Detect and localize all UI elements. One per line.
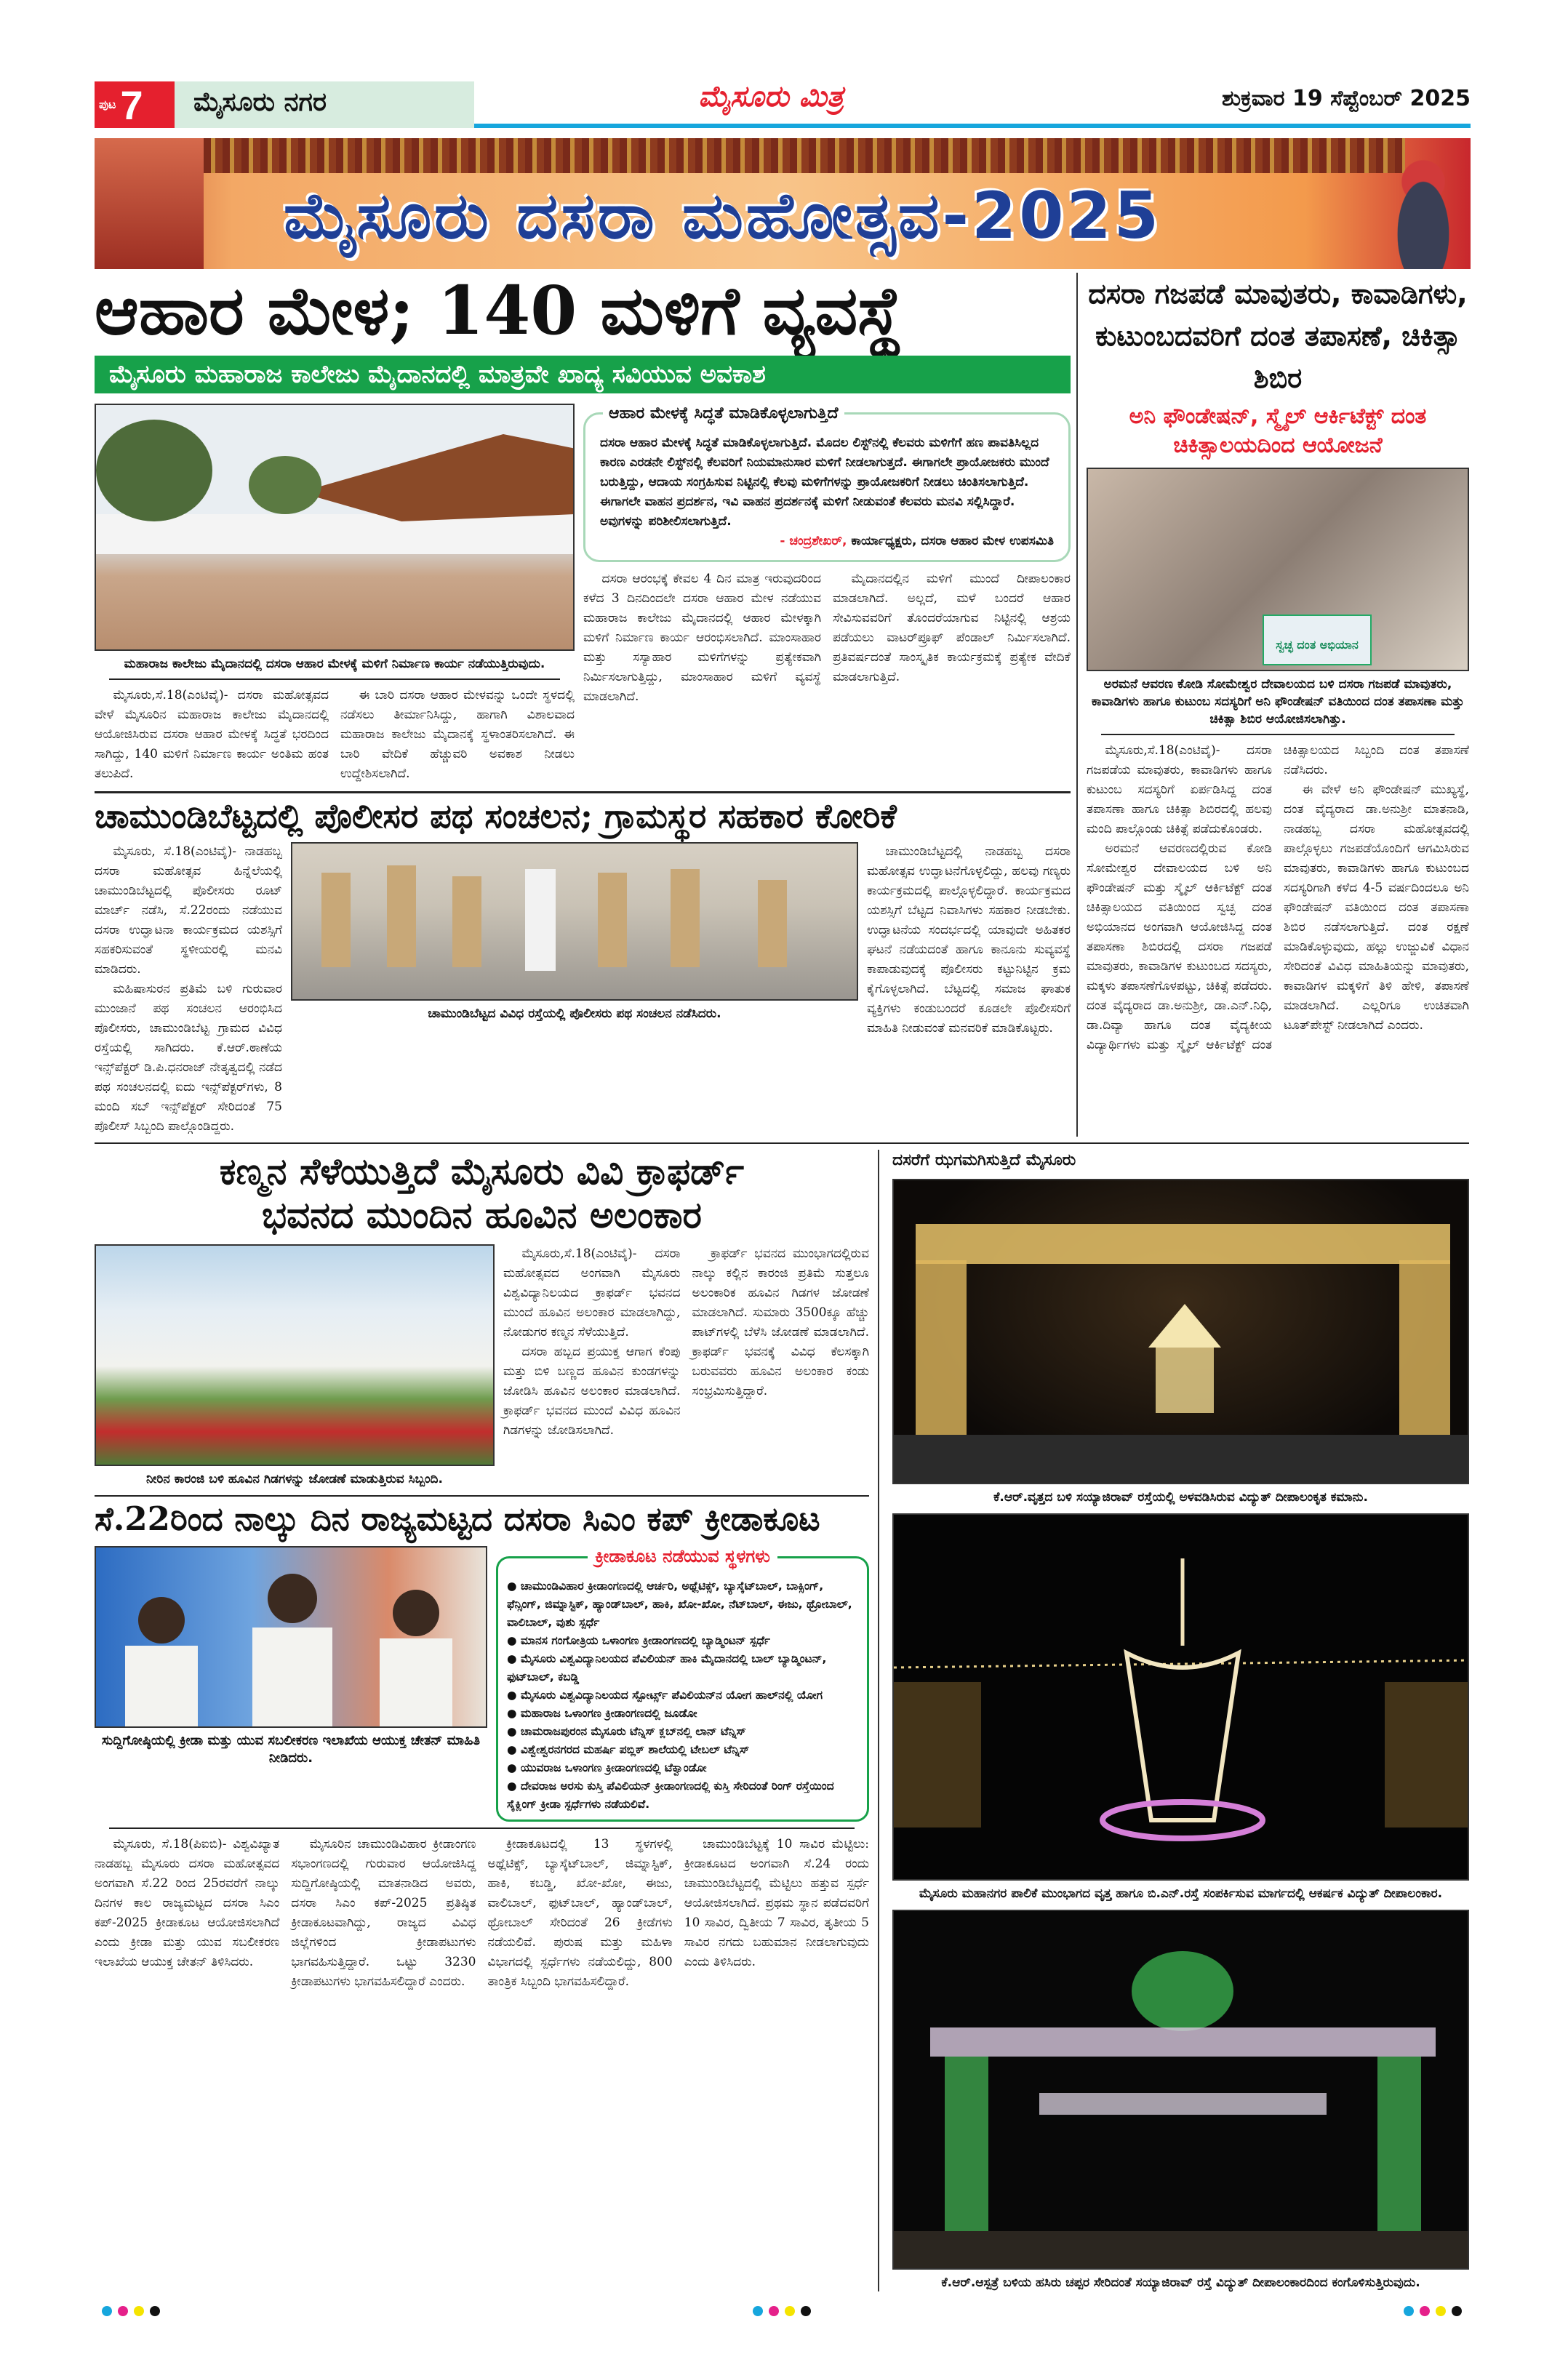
divider [1101,734,1455,735]
food-fair-headline: ಆಹಾರ ಮೇಳ; 140 ಮಳಿಗೆ ವ್ಯವಸ್ಥೆ [95,271,903,350]
lights-caption-2: ಮೈಸೂರು ಮಹಾನಗರ ಪಾಲಿಕೆ ಮುಂಭಾಗದ ವೃತ್ತ ಹಾಗೂ ಬಿ.ಎನ್.ರಸ್ತೆ ಸಂಪರ್ಕಿಸುವ ಮಾರ್ಗದಲ್ಲಿ ಆಕರ್ಷಕ ವಿದ್ಯುತ್ ದೀಪಾಲಂಕಾರ. [919,1886,1443,1901]
paragraph: ಮೈಸೂರು, ಸೆ.18(ಎಂಟಿವೈ)- ನಾಡಹಬ್ಬ ದಸರಾ ಮಹೋತ್ಸವ ಹಿನ್ನೆಲೆಯಲ್ಲಿ ಚಾಮುಂಡಿಬೆಟ್ಟದಲ್ಲಿ ಪೊಲೀಸರು ರೂಟ್ ಮಾರ್ಚ್ ನಡೆಸಿ, ಸೆ.22ರಂದು ನಡೆಯುವ ದಸರಾ ಉದ್ಘಾಟನಾ ಕಾರ್ಯಕ್ರಮದ ಯಶಸ್ಸಿಗೆ ಸಹಕರಿಸುವಂತೆ ಸ್ಥಳೀಯರಲ್ಲಿ ಮನವಿ ಮಾಡಿದರು. [95,844,282,977]
crawford-hall-photo [95,1244,495,1466]
press-meet-block [95,1546,487,1767]
route-march-article [95,842,1071,1137]
food-fair-right [583,404,1071,707]
venues-title-text: ಕ್ರೀಡಾಕೂಟ ನಡೆಯುವ ಸ್ಥಳಗಳು [588,1546,777,1566]
palace-illustration [95,138,204,269]
food-fair-body-left [95,686,575,784]
route-march-body-left [95,842,282,1137]
food-fair-quote-box [583,404,1071,562]
route-march-photo-block [291,842,858,1022]
crawford-article [95,1244,869,1488]
upper-left-column [95,273,1076,1137]
paragraph: ಮೈಸೂರು, ಸೆ.18(ಪಿಐಬಿ)- ವಿಶ್ವವಿಖ್ಯಾತ ನಾಡಹಬ್ಬ ಮೈಸೂರು ದಸರಾ ಮಹೋತ್ಸವದ ಅಂಗವಾಗಿ ಸೆ.22 ರಿಂದ 25ರವರೆಗೆ ನಾಲ್ಕು ದಿನಗಳ ಕಾಲ ರಾಜ್ಯಮಟ್ಟದ ದಸರಾ ಸಿಎಂ ಕಪ್-2025 ಕ್ರೀಡಾಕೂಟ ಆಯೋಜಿಸಲಾಗಿದೆ ಎಂದು ಕ್ರೀಡಾ ಮತ್ತು ಯುವ ಸಬಲೀಕರಣ ಇಲಾಖೆಯ ಆಯುಕ್ತ ಚೇತನ್ ತಿಳಿಸಿದರು. [95,1836,280,1969]
illuminated-gateway-illustration [894,1911,1469,2270]
quote-role: ಕಾರ್ಯಾಧ್ಯಕ್ಷರು, ದಸರಾ ಆಹಾರ ಮೇಳ ಉಪಸಮಿತಿ [851,533,1054,548]
food-fair-body-right [583,569,1071,707]
quote-author: - ಚಂದ್ರಶೇಖರ್, [780,533,847,548]
registration-marks-left [102,2306,160,2316]
crawford-headline-line1: ಕಣ್ಮನ ಸೆಳೆಯುತ್ತಿದೆ ಮೈಸೂರು ವಿವಿ ಕ್ರಾಫರ್ಡ್ [219,1149,745,1193]
food-fair-left [95,404,575,784]
lights-caption-1: ಕೆ.ಆರ್.ವೃತ್ತದ ಬಳಿ ಸಯ್ಯಾಜಿರಾವ್ ರಸ್ತೆಯಲ್ಲಿ ಅಳವಡಿಸಿರುವ ವಿದ್ಯುತ್ ದೀಪಾಲಂಕೃತ ಕಮಾನು. [993,1489,1368,1505]
police-march-illustration [292,844,858,1001]
paragraph: ಮೈಸೂರು,ಸೆ.18(ಎಂಟಿವೈ)- ದಸರಾ ಗಜಪಡೆಯ ಮಾವುತರು, ಕಾವಾಡಿಗಳು ಹಾಗೂ ಕುಟುಂಬ ಸದಸ್ಯರಿಗೆ ಏರ್ಪಡಿಸಿದ್ದ ದಂತ ತಪಾಸಣಾ ಹಾಗೂ ಚಿಕಿತ್ಸಾ ಶಿಬಿರದಲ್ಲಿ ಹಲವು ಮಂದಿ ಪಾಲ್ಗೊಂಡು ಚಿಕಿತ್ಸೆ ಪಡೆದುಕೊಂಡರು. [1087,743,1272,836]
registration-marks [95,2291,1469,2323]
divider [95,1495,869,1497]
page-label: ಪುಟ [99,97,116,111]
paragraph: ಈ ವೇಳೆ ಅನಿ ಫೌಂಡೇಷನ್ ಮುಖ್ಯಸ್ಥೆ, ದಂತ ವೈದ್ಯರಾದ ಡಾ.ಅನುಶ್ರೀ ಮಾತನಾಡಿ, ನಾಡಹಬ್ಬ ದಸರಾ ಮಹೋತ್ಸವದಲ್ಲಿ ಪಾಲ್ಗೊಳ್ಳಲು ಗಜಪಡೆಯೊಂದಿಗೆ ಆಗಮಿಸಿರುವ ಮಾವುತರು, ಕಾವಾಡಿಗಳು ಹಾಗೂ ಕುಟುಂಬದ ಸದಸ್ಯರಿಗಾಗಿ ಕಳೆದ 4-5 ವರ್ಷದಿಂದಲೂ ಅನಿ ಫೌಂಡೇಷನ್ ವತಿಯಿಂದ ದಂತ ತಪಾಸಣಾ ಶಿಬಿರ ನಡೆಸಲಾಗುತ್ತಿದೆ. ದಂತ ರಕ್ಷಣೆ ಮಾಡಿಕೊಳ್ಳುವುದು, ಹಲ್ಲು ಉಜ್ಜುವಿಕೆ ವಿಧಾನ ಸೇರಿದಂತೆ ವಿವಿಧ ಮಾಹಿತಿಯನ್ನು ಮಾವುತರು, ಕಾವಾಡಿಗಳ ಮಕ್ಕಳಿಗೆ ತಿಳಿ ಹೇಳಿ, ತಪಾಸಣೆ ಮಾಡಲಾಗಿದೆ. ಎಲ್ಲರಿಗೂ ಉಚಿತವಾಗಿ ಟೂತ್‌ಪೇಸ್ಟ್ ನೀಡಲಾಗಿದೆ ಎಂದರು. [1284,782,1469,1033]
venue-item: ● ಮಹಾರಾಜ ಒಳಾಂಗಣ ಕ್ರೀಡಾಂಗಣದಲ್ಲಿ ಜೂಡೋ [507,1705,858,1723]
divider [109,678,560,680]
quote-title-text: ಆಹಾರ ಮೇಳಕ್ಕೆ ಸಿದ್ಧತೆ ಮಾಡಿಕೊಳ್ಳಲಾಗುತ್ತಿದೆ [603,404,844,423]
illuminated-arch-illustration [894,1180,1469,1484]
cm-cup-body [95,1835,869,1992]
divider [95,791,1071,793]
route-march-photo [291,842,858,1001]
venues-list [507,1577,858,1814]
lower-band [95,1144,1469,2291]
venue-item: ● ವಿಶ್ವೇಶ್ವರನಗರದ ಮಹರ್ಷಿ ಪಬ್ಲಿಕ್ ಶಾಲೆಯಲ್ಲಿ ಟೇಬಲ್ ಟೆನ್ನಿಸ್ [507,1741,858,1759]
cm-cup-headline: ಸೆ.22ರಿಂದ ನಾಲ್ಕು ದಿನ ರಾಜ್ಯಮಟ್ಟದ ದಸರಾ ಸಿಎಂ ಕಪ್ ಕ್ರೀಡಾಕೂಟ [95,1499,820,1538]
upper-right-column [1076,273,1469,1137]
dental-camp-subheadline: ಅನಿ ಫೌಂಡೇಷನ್, ಸ್ಮೈಲ್ ಆರ್ಕಿಟೆಕ್ಟ್ ದಂತ ಚಿಕಿತ್ಸಾಲಯದಿಂದ ಆಯೋಜನೆ [1129,404,1427,458]
photo-banner-text: ಸ್ವಚ್ಛ ದಂತ ಅಭಿಯಾನ [1263,614,1372,665]
food-fair-photo-caption: ಮಹಾರಾಜ ಕಾಲೇಜು ಮೈದಾನದಲ್ಲಿ ದಸರಾ ಆಹಾರ ಮೇಳಕ್ಕೆ ಮಳಿಗೆ ನಿರ್ಮಾಣ ಕಾರ್ಯ ನಡೆಯುತ್ತಿರುವುದು. [124,656,545,671]
venue-item: ● ಮಾನಸ ಗಂಗೋತ್ರಿಯ ಒಳಾಂಗಣ ಕ್ರೀಡಾಂಗಣದಲ್ಲಿ ಬ್ಯಾಡ್ಮಿಂಟನ್ ಸ್ಪರ್ಧೆ [507,1632,858,1650]
venue-item: ● ಮೈಸೂರು ವಿಶ್ವವಿದ್ಯಾನಿಲಯದ ಪೆವಿಲಿಯನ್ ಹಾಕಿ ಮೈದಾನದಲ್ಲಿ ಬಾಲ್ ಬ್ಯಾಡ್ಮಿಂಟನ್, ಫುಟ್‌ಬಾಲ್, ಕಬಡ್ಡಿ [507,1650,858,1686]
paragraph: ಚಾಮುಂಡಿಬೆಟ್ಟಕ್ಕೆ 10 ಸಾವಿರ ಮೆಟ್ಟಿಲು: ಕ್ರೀಡಾಕೂಟದ ಅಂಗವಾಗಿ ಸೆ.24 ರಂದು ಚಾಮುಂಡಿಬೆಟ್ಟದಲ್ಲಿ ಮೆಟ್ಟಿಲು ಹತ್ತುವ ಸ್ಪರ್ಧೆ ಆಯೋಜಿಸಲಾಗಿದೆ. ಪ್ರಥಮ ಸ್ಥಾನ ಪಡೆದವರಿಗೆ 10 ಸಾವಿರ, ದ್ವಿತೀಯ 7 ಸಾವಿರ, ತೃತೀಯ 5 ಸಾವಿರ ನಗದು ಬಹುಮಾನ ನೀಡಲಾಗುವುದು ಎಂದು ತಿಳಿಸಿದರು. [684,1836,869,1969]
upper-band [95,273,1469,1144]
dental-camp-photo [1087,468,1469,671]
lower-left-column [95,1150,878,2291]
people-illustration [96,1548,487,1728]
crawford-photo-caption: ನೀರಿನ ಕಾರಂಜಿ ಬಳಿ ಹೂವಿನ ಗಿಡಗಳನ್ನು ಜೋಡಣೆ ಮಾಡುತ್ತಿರುವ ಸಿಬ್ಬಂದಿ. [146,1471,443,1486]
food-fair-photo [95,404,575,651]
registration-marks-right [1404,2306,1462,2316]
paragraph: ಚಾಮುಂಡಿಬೆಟ್ಟದಲ್ಲಿ ನಾಡಹಬ್ಬ ದಸರಾ ಮಹೋತ್ಸವ ಉದ್ಘಾಟನೆಗೊಳ್ಳಲಿದ್ದು, ಹಲವು ಗಣ್ಯರು ಕಾರ್ಯಕ್ರಮದಲ್ಲಿ ಪಾಲ್ಗೊಳ್ಳಲಿದ್ದಾರೆ. ಕಾರ್ಯಕ್ರಮದ ಯಶಸ್ಸಿಗೆ ಬೆಟ್ಟದ ನಿವಾಸಿಗಳು ಸಹಕಾರ ನೀಡಬೇಕು. ಉದ್ಘಾಟನೆಯ ಸಂದರ್ಭದಲ್ಲಿ ಯಾವುದೇ ಅಹಿತಕರ ಘಟನೆ ನಡೆಯದಂತೆ ಹಾಗೂ ಕಾನೂನು ಸುವ್ಯವಸ್ಥೆ ಕಾಪಾಡುವುದಕ್ಕೆ ಪೊಲೀಸರು ಕಟ್ಟುನಿಟ್ಟಿನ ಕ್ರಮ ಕೈಗೊಳ್ಳಲಾಗಿದೆ. ಬೆಟ್ಟದಲ್ಲಿ ಸಮಾಜ ಘಾತುಕ ವ್ಯಕ್ತಿಗಳು ಕಂಡುಬಂದರೆ ಕೂಡಲೇ ಪೊಲೀಸರಿಗೆ ಮಾಹಿತಿ ನೀಡುವಂತೆ ಮನವರಿಕೆ ಮಾಡಿಕೊಟ್ಟರು. [867,844,1071,1036]
quote-body: ದಸರಾ ಆಹಾರ ಮೇಳಕ್ಕೆ ಸಿದ್ಧತೆ ಮಾಡಿಕೊಳ್ಳಲಾಗುತ್ತಿದೆ. ಮೊದಲ ಲಿಸ್ಟ್‌ನಲ್ಲಿ ಕೆಲವರು ಮಳಿಗೆಗೆ ಹಣ ಪಾವತಿಸಿಲ್ಲದ ಕಾರಣ ಎರಡನೇ ಲಿಸ್ಟ್‌ನಲ್ಲಿ ಕೆಲವರಿಗೆ ನಿಯಮಾನುಸಾರ ಮಳಿಗೆ ನೀಡಲಾಗುತ್ತದೆ. ಈಗಾಗಲೇ ಪ್ರಾಯೋಜಕರು ಮುಂದೆ ಬರುತ್ತಿದ್ದು, ಆದಾಯ ಸಂಗ್ರಹಿಸುವ ನಿಟ್ಟಿನಲ್ಲಿ ಕೆಲವು ಮಳಿಗೆಗಳನ್ನು ಪ್ರಾಯೋಜಕರಿಗೆ ನೀಡಲು ಚಿಂತಿಸಲಾಗುತ್ತಿದೆ. ಈಗಾಗಲೇ ವಾಹನ ಪ್ರದರ್ಶನ, ಇವಿ ವಾಹನ ಪ್ರದರ್ಶನಕ್ಕೆ ಮಳಿಗೆ ನೀಡುವಂತೆ ಕೆಲವರು ಮನವಿ ಸಲ್ಲಿಸಿದ್ದಾರೆ. ಅವುಗಳನ್ನು ಪರಿಶೀಲಿಸಲಾಗುತ್ತಿದೆ. [600,435,1049,529]
cm-cup-top [95,1546,869,1822]
page-number: 7 [120,81,143,128]
lights-caption-3: ಕೆ.ಆರ್.ಆಸ್ಪತ್ರೆ ಬಳಿಯ ಹಸಿರು ಚಪ್ಪರ ಸೇರಿದಂತೆ ಸಯ್ಯಾಜಿರಾವ್ ರಸ್ತೆ ವಿದ್ಯುತ್ ದೀಪಾಲಂಕಾರದಿಂದ ಕಂಗೊಳಿಸುತ್ತಿರುವುದು. [941,2275,1420,2290]
banner-ornament-border [204,138,1405,173]
paragraph: ಕ್ರೀಡಾಕೂಟದಲ್ಲಿ 13 ಸ್ಥಳಗಳಲ್ಲಿ ಅಥ್ಲೆಟಿಕ್ಸ್, ಬ್ಯಾಸ್ಕೆಟ್‌ಬಾಲ್, ಜಿಮ್ನಾಸ್ಟಿಕ್, ಹಾಕಿ, ಕಬಡ್ಡಿ, ಖೋ-ಖೋ, ಈಜು, ವಾಲಿಬಾಲ್, ಫುಟ್‌ಬಾಲ್, ಹ್ಯಾಂಡ್‌ಬಾಲ್, ಥ್ರೋಬಾಲ್ ಸೇರಿದಂತೆ 26 ಕ್ರೀಡೆಗಳು ನಡೆಯಲಿವೆ. ಪುರುಷ ಮತ್ತು ಮಹಿಳಾ ವಿಭಾಗದಲ್ಲಿ ಸ್ಪರ್ಧೆಗಳು ನಡೆಯಲಿದ್ದು, 800 ತಾಂತ್ರಿಕ ಸಿಬ್ಬಂದಿ ಭಾಗವಹಿಸಲಿದ್ದಾರೆ. [487,1836,673,1989]
elephant-illustration [1383,153,1463,269]
paragraph: ಕ್ರಾಫರ್ಡ್ ಭವನದ ಮುಂಭಾಗದಲ್ಲಿರುವ ನಾಲ್ಕು ಕಲ್ಲಿನ ಕಾರಂಜಿ ಪ್ರತಿಮೆ ಸುತ್ತಲೂ ಅಲಂಕಾರಿಕ ಹೂವಿನ ಗಿಡಗಳ ಜೋಡಣೆ ಮಾಡಲಾಗಿದೆ. ಸುಮಾರು 3500ಕ್ಕೂ ಹೆಚ್ಚು ಪಾಟ್‌ಗಳಲ್ಲಿ ಬೆಳೆಸಿ ಜೋಡಣೆ ಮಾಡಲಾಗಿದೆ. ಕ್ರಾಫರ್ಡ್ ಭವನಕ್ಕೆ ವಿವಿಧ ಕೆಲಸಕ್ಕಾಗಿ ಬರುವವರು ಹೂವಿನ ಅಲಂಕಾರ ಕಂಡು ಸಂಭ್ರಮಿಸುತ್ತಿದ್ದಾರೆ. [692,1246,869,1398]
quote-attribution [600,532,1054,551]
dental-camp-body [1087,741,1469,1055]
press-meet-photo [95,1546,487,1728]
dasara-banner [95,138,1471,269]
dental-camp-headline: ದಸರಾ ಗಜಪಡೆ ಮಾವುತರು, ಕಾವಾಡಿಗಳು, ಕುಟುಂಬದವರಿಗೆ ದಂತ ತಪಾಸಣೆ, ಚಿಕಿತ್ಸಾ ಶಿಬಿರ [1088,278,1468,394]
paragraph: ಮೈಸೂರು,ಸೆ.18(ಎಂಟಿವೈ)- ದಸರಾ ಮಹೋತ್ಸವದ ವೇಳೆ ಮೈಸೂರಿನ ಮಹಾರಾಜ ಕಾಲೇಜು ಮೈದಾನದಲ್ಲಿ ಆಯೋಜಿಸಿರುವ ದಸರಾ ಆಹಾರ ಮೇಳಕ್ಕೆ ಸಿದ್ಧತೆ ಭರದಿಂದ ಸಾಗಿದ್ದು, 140 ಮಳಿಗೆ ನಿರ್ಮಾಣ ಕಾರ್ಯ ಅಂತಿಮ ಹಂತ ತಲುಪಿದೆ. [95,687,329,781]
illuminated-fountain-illustration [894,1515,1469,1881]
paragraph: ಮೈದಾನದಲ್ಲಿನ ಮಳಿಗೆ ಮುಂದೆ ದೀಪಾಲಂಕಾರ ಮಾಡಲಾಗಿದೆ. ಅಲ್ಲದೆ, ಮಳೆ ಬಂದರೆ ಆಹಾರ ಸೇವಿಸುವವರಿಗೆ ತೊಂದರೆಯಾಗುವ ನಿಟ್ಟಿನಲ್ಲಿ ಆಶ್ರಯ ಪಡೆಯಲು ವಾಟರ್‌ಪ್ರೂಫ್ ಪೆಂಡಾಲ್ ನಿರ್ಮಿಸಲಾಗಿದೆ. ಪ್ರತಿವರ್ಷದಂತೆ ಸಾಂಸ್ಕೃತಿಕ ಕಾರ್ಯಕ್ರಮಕ್ಕೆ ಪ್ರತ್ಯೇಕ ವೇದಿಕೆ ಮಾಡಲಾಗುತ್ತಿದೆ. [833,571,1071,684]
paragraph: ಅರಮನೆ ಆವರಣದಲ್ಲಿರುವ ಕೋಡಿ ಸೋಮೇಶ್ವರ ದೇವಾಲಯದ ಬಳಿ ಅನಿ ಫೌಂಡೇಷನ್ ಮತ್ತು ಸ್ಮೈಲ್ ಆರ್ಕಿಟೆಕ್ಟ್ ದಂತ ಚಿಕಿತ್ಸಾಲಯದ ವತಿಯಿಂದ ಸ್ವಚ್ಛ ದಂತ ಅಭಿಯಾನದ ಅಂಗವಾಗಿ ಆಯೋಜಿಸಿದ್ದ ದಂತ ತಪಾಸಣಾ ಶಿಬಿರದಲ್ಲಿ ದಸರಾ ಗಜಪಡೆ ಮಾವುತರು, ಕಾವಾಡಿಗಳ ಕುಟುಂಬದ ಸದಸ್ಯರು, ಮಕ್ಕಳು ತಪಾಸಣೆಗೊಳಪಟ್ಟು, ಚಿಕಿತ್ಸೆ ಪಡೆದರು. ದಂತ ವೈದ್ಯರಾದ ಡಾ.ಅನುಶ್ರೀ, ಡಾ.ಎನ್.ನಿಧಿ, ಡಾ.ದಿವ್ಯಾ ಹಾಗೂ ದಂತ ವೈದ್ಯಕೀಯ ವಿದ್ಯಾರ್ಥಿಗಳು ಮತ್ತು ಸ್ಮೈಲ್ ಆರ್ಕಿಟೆಕ್ಟ್ ದಂತ ಚಿಕಿತ್ಸಾಲಯದ ಸಿಬ್ಬಂದಿ ದಂತ ತಪಾಸಣೆ ನಡೆಸಿದರು. [1087,743,1469,1052]
press-meet-caption: ಸುದ್ದಿಗೋಷ್ಠಿಯಲ್ಲಿ ಕ್ರೀಡಾ ಮತ್ತು ಯುವ ಸಬಲೀಕರಣ ಇಲಾಖೆಯ ಆಯುಕ್ತ ಚೇತನ್ ಮಾಹಿತಿ ನೀಡಿದರು. [101,1732,481,1766]
section-title: ಮೈಸೂರು ನಗರ [175,81,474,128]
crawford-photo-block [95,1244,495,1488]
paragraph: ಮೈಸೂರು,ಸೆ.18(ಎಂಟಿವೈ)- ದಸರಾ ಮಹೋತ್ಸವದ ಅಂಗವಾಗಿ ಮೈಸೂರು ವಿಶ್ವವಿದ್ಯಾನಿಲಯದ ಕ್ರಾಫರ್ಡ್ ಭವನದ ಮುಂದೆ ಹೂವಿನ ಅಲಂಕಾರ ಮಾಡಲಾಗಿದ್ದು, ನೋಡುಗರ ಕಣ್ಮನ ಸೆಳೆಯುತ್ತಿದೆ. [503,1246,681,1340]
venues-title [498,1545,867,1567]
header-rule [474,124,1471,128]
venue-item: ● ಯುವರಾಜ ಒಳಾಂಗಣ ಕ್ರೀಡಾಂಗಣದಲ್ಲಿ ಟೆಕ್ವಾಂಡೋ [507,1759,858,1777]
lower-right-column [878,1150,1469,2291]
crawford-body [503,1244,869,1441]
newspaper-logo: ಮೈಸೂರು ಮಿತ್ರ [698,80,844,113]
paragraph: ಮೈಸೂರಿನ ಚಾಮುಂಡಿವಿಹಾರ ಕ್ರೀಡಾಂಗಣ ಸಭಾಂಗಣದಲ್ಲಿ ಗುರುವಾರ ಆಯೋಜಿಸಿದ್ದ ಸುದ್ದಿಗೋಷ್ಠಿಯಲ್ಲಿ ಮಾತನಾಡಿದ ಅವರು, ದಸರಾ ಸಿಎಂ ಕಪ್-2025 ಪ್ರತಿಷ್ಠಿತ ಕ್ರೀಡಾಕೂಟವಾಗಿದ್ದು, ರಾಜ್ಯದ ವಿವಿಧ ಜಿಲ್ಲೆಗಳಿಂದ ಕ್ರೀಡಾಪಟುಗಳು ಭಾಗವಹಿಸುತ್ತಿದ್ದಾರೆ. ಒಟ್ಟು 3230 ಕ್ರೀಡಾಪಟುಗಳು ಭಾಗವಹಿಸಲಿದ್ದಾರೆ ಎಂದರು. [291,1836,476,1989]
food-fair-subheadline: ಮೈಸೂರು ಮಹಾರಾಜ ಕಾಲೇಜು ಮೈದಾನದಲ್ಲಿ ಮಾತ್ರವೇ ಖಾದ್ಯ ಸವಿಯುವ ಅವಕಾಶ [95,356,1071,393]
issue-date: ಶುಕ್ರವಾರ 19 ಸೆಪ್ಟೆಂಬರ್ 2025 [1222,86,1471,111]
page-content [95,273,1469,2323]
venues-box [496,1545,869,1822]
registration-marks-center [753,2306,811,2316]
paragraph: ಈ ಬಾರಿ ದಸರಾ ಆಹಾರ ಮೇಳವನ್ನು ಒಂದೇ ಸ್ಥಳದಲ್ಲಿ ನಡೆಸಲು ತೀರ್ಮಾನಿಸಿದ್ದು, ಹಾಗಾಗಿ ವಿಶಾಲವಾದ ಮಹಾರಾಜ ಕಾಲೇಜು ಮೈದಾನಕ್ಕೆ ಸ್ಥಳಾಂತರಿಸಲಾಗಿದೆ. ಈ ಬಾರಿ ವೇದಿಕೆ ಹೆಚ್ಚುವರಿ ಅವಕಾಶ ನೀಡಲು ಉದ್ದೇಶಿಸಲಾಗಿದೆ. [340,687,575,781]
dental-camp-photo-caption: ಅರಮನೆ ಆವರಣ ಕೋಡಿ ಸೋಮೇಶ್ವರ ದೇವಾಲಯದ ಬಳಿ ದಸರಾ ಗಜಪಡೆ ಮಾವುತರು, ಕಾವಾಡಿಗಳು ಹಾಗೂ ಕುಟುಂಬ ಸದಸ್ಯರಿಗೆ ಅನಿ ಫೌಂಡೇಷನ್ ವತಿಯಿಂದ ದಂತ ತಪಾಸಣಾ ಮತ್ತು ಚಿಕಿತ್ಸಾ ಶಿಬಿರ ಆಯೋಜಿಸಲಾಗಿತ್ತು. [1091,677,1465,726]
venue-item: ● ಚಾಮರಾಜಪುರಂನ ಮೈಸೂರು ಟೆನ್ನಿಸ್ ಕ್ಲಬ್‌ನಲ್ಲಿ ಲಾನ್ ಟೆನ್ನಿಸ್ [507,1723,858,1741]
paragraph: ಮಹಿಷಾಸುರನ ಪ್ರತಿಮೆ ಬಳಿ ಗುರುವಾರ ಮುಂಜಾನೆ ಪಥ ಸಂಚಲನ ಆರಂಭಿಸಿದ ಪೊಲೀಸರು, ಚಾಮುಂಡಿಬೆಟ್ಟ ಗ್ರಾಮದ ವಿವಿಧ ರಸ್ತೆಯಲ್ಲಿ ಸಾಗಿದರು. ಕೆ.ಆರ್.ಠಾಣೆಯ ಇನ್ಸ್‌ಪೆಕ್ಟರ್ ಡಿ.ಪಿ.ಧನರಾಜ್ ನೇತೃತ್ವದಲ್ಲಿ ನಡೆದ ಪಥ ಸಂಚಲನದಲ್ಲಿ ಐದು ಇನ್ಸ್‌ಪೆಕ್ಟರ್‌ಗಳು, 8 ಮಂದಿ ಸಬ್ ಇನ್ಸ್‌ಪೆಕ್ಟರ್ ಸೇರಿದಂತೆ 75 ಪೊಲೀಸ್ ಸಿಬ್ಬಂದಿ ಪಾಲ್ಗೊಂಡಿದ್ದರು. [95,981,282,1134]
venue-item: ● ದೇವರಾಜ ಅರಸು ಕುಸ್ತಿ ಪೆವಿಲಿಯನ್ ಕ್ರೀಡಾಂಗಣದಲ್ಲಿ ಕುಸ್ತಿ ಸೇರಿದಂತೆ ರಿಂಗ್ ರಸ್ತೆಯಿಂದ ಸೈಕ್ಲಿಂಗ್ ಕ್ರೀಡಾ ಸ್ಪರ್ಧೆಗಳು ನಡೆಯಲಿವೆ. [507,1777,858,1814]
page-number-badge [95,81,175,128]
lights-section-label: ದಸರೆಗೆ ಝಗಮಗಿಸುತ್ತಿದೆ ಮೈಸೂರು [892,1150,1076,1169]
sayyaji-rao-road-photo [892,1910,1469,2270]
pendal-structure-icon [96,405,575,651]
paragraph: ದಸರಾ ಆರಂಭಕ್ಕೆ ಕೇವಲ 4 ದಿನ ಮಾತ್ರ ಇರುವುದರಿಂದ ಕಳೆದ 3 ದಿನದಿಂದಲೇ ದಸರಾ ಆಹಾರ ಮೇಳ ನಡೆಯುವ ಮಹಾರಾಜ ಕಾಲೇಜು ಮೈದಾನದಲ್ಲಿ ಆಹಾರ ಮೇಳಕ್ಕಾಗಿ ಮಳಿಗೆ ನಿರ್ಮಾಣ ಕಾರ್ಯ ಆರಂಭಿಸಲಾಗಿದೆ. ಮಾಂಸಾಹಾರ ಮತ್ತು ಸಸ್ಯಾಹಾರ ಮಳಿಗೆಗಳನ್ನು ಪ್ರತ್ಯೇಕವಾಗಿ ನಿರ್ಮಿಸಲಾಗುತ್ತಿದ್ದು, ಮಾಂಸಾಹಾರ ಮಳಿಗೆ ವ್ಯವಸ್ಥೆ ಮಾಡಲಾಗಿದೆ. [583,571,821,704]
route-march-body-right [867,842,1071,1038]
paragraph: ದಸರಾ ಹಬ್ಬದ ಪ್ರಯುಕ್ತ ಆಗಾಗ ಕೆಂಪು ಮತ್ತು ಬಿಳಿ ಬಣ್ಣದ ಹೂವಿನ ಕುಂಡಗಳನ್ನು ಜೋಡಿಸಿ ಹೂವಿನ ಅಲಂಕಾರ ಮಾಡಲಾಗಿದೆ. ಕ್ರಾಫರ್ಡ್ ಭವನದ ಮುಂದೆ ವಿವಿಧ ಹೂವಿನ ಗಿಡಗಳನ್ನು ಜೋಡಿಸಲಾಗಿದೆ. [503,1344,681,1438]
divider [109,1827,855,1829]
banner-title: ಮೈಸೂರು ದಸರಾ ಮಹೋತ್ಸವ-2025 [284,178,1161,253]
quote-title [603,404,1051,423]
kr-circle-arch-photo [892,1179,1469,1484]
food-fair-article [95,404,1071,784]
crawford-headline-line2: ಭವನದ ಮುಂದಿನ ಹೂವಿನ ಅಲಂಕಾರ [262,1193,702,1236]
route-march-photo-caption: ಚಾಮುಂಡಿಬೆಟ್ಟದ ವಿವಿಧ ರಸ್ತೆಯಲ್ಲಿ ಪೊಲೀಸರು ಪಥ ಸಂಚಲನ ನಡೆಸಿದರು. [428,1006,721,1021]
venue-item: ● ಮೈಸೂರು ವಿಶ್ವವಿದ್ಯಾನಿಲಯದ ಸ್ಪೋರ್ಟ್ಸ್ ಪೆವಿಲಿಯನ್‌ನ ಯೋಗ ಹಾಲ್‌ನಲ್ಲಿ ಯೋಗ [507,1686,858,1705]
corporation-circle-photo [892,1513,1469,1881]
venue-item: ● ಚಾಮುಂಡಿವಿಹಾರ ಕ್ರೀಡಾಂಗಣದಲ್ಲಿ ಆರ್ಚರಿ, ಅಥ್ಲೆಟಿಕ್ಸ್, ಬ್ಯಾಸ್ಕೆಟ್‌ಬಾಲ್, ಬಾಕ್ಸಿಂಗ್, ಫೆನ್ಸಿಂಗ್, ಜಿಮ್ನಾಸ್ಟಿಕ್, ಹ್ಯಾಂಡ್‌ಬಾಲ್, ಹಾಕಿ, ಖೋ-ಖೋ, ನೆಟ್‌ಬಾಲ್, ಈಜು, ಥ್ರೋಬಾಲ್, ವಾಲಿಬಾಲ್, ವುಶು ಸ್ಪರ್ಧೆ [507,1577,858,1632]
route-march-headline: ಚಾಮುಂಡಿಬೆಟ್ಟದಲ್ಲಿ ಪೊಲೀಸರ ಪಥ ಸಂಚಲನ; ಗ್ರಾಮಸ್ಥರ ಸಹಕಾರ ಕೋರಿಕೆ [95,796,897,836]
